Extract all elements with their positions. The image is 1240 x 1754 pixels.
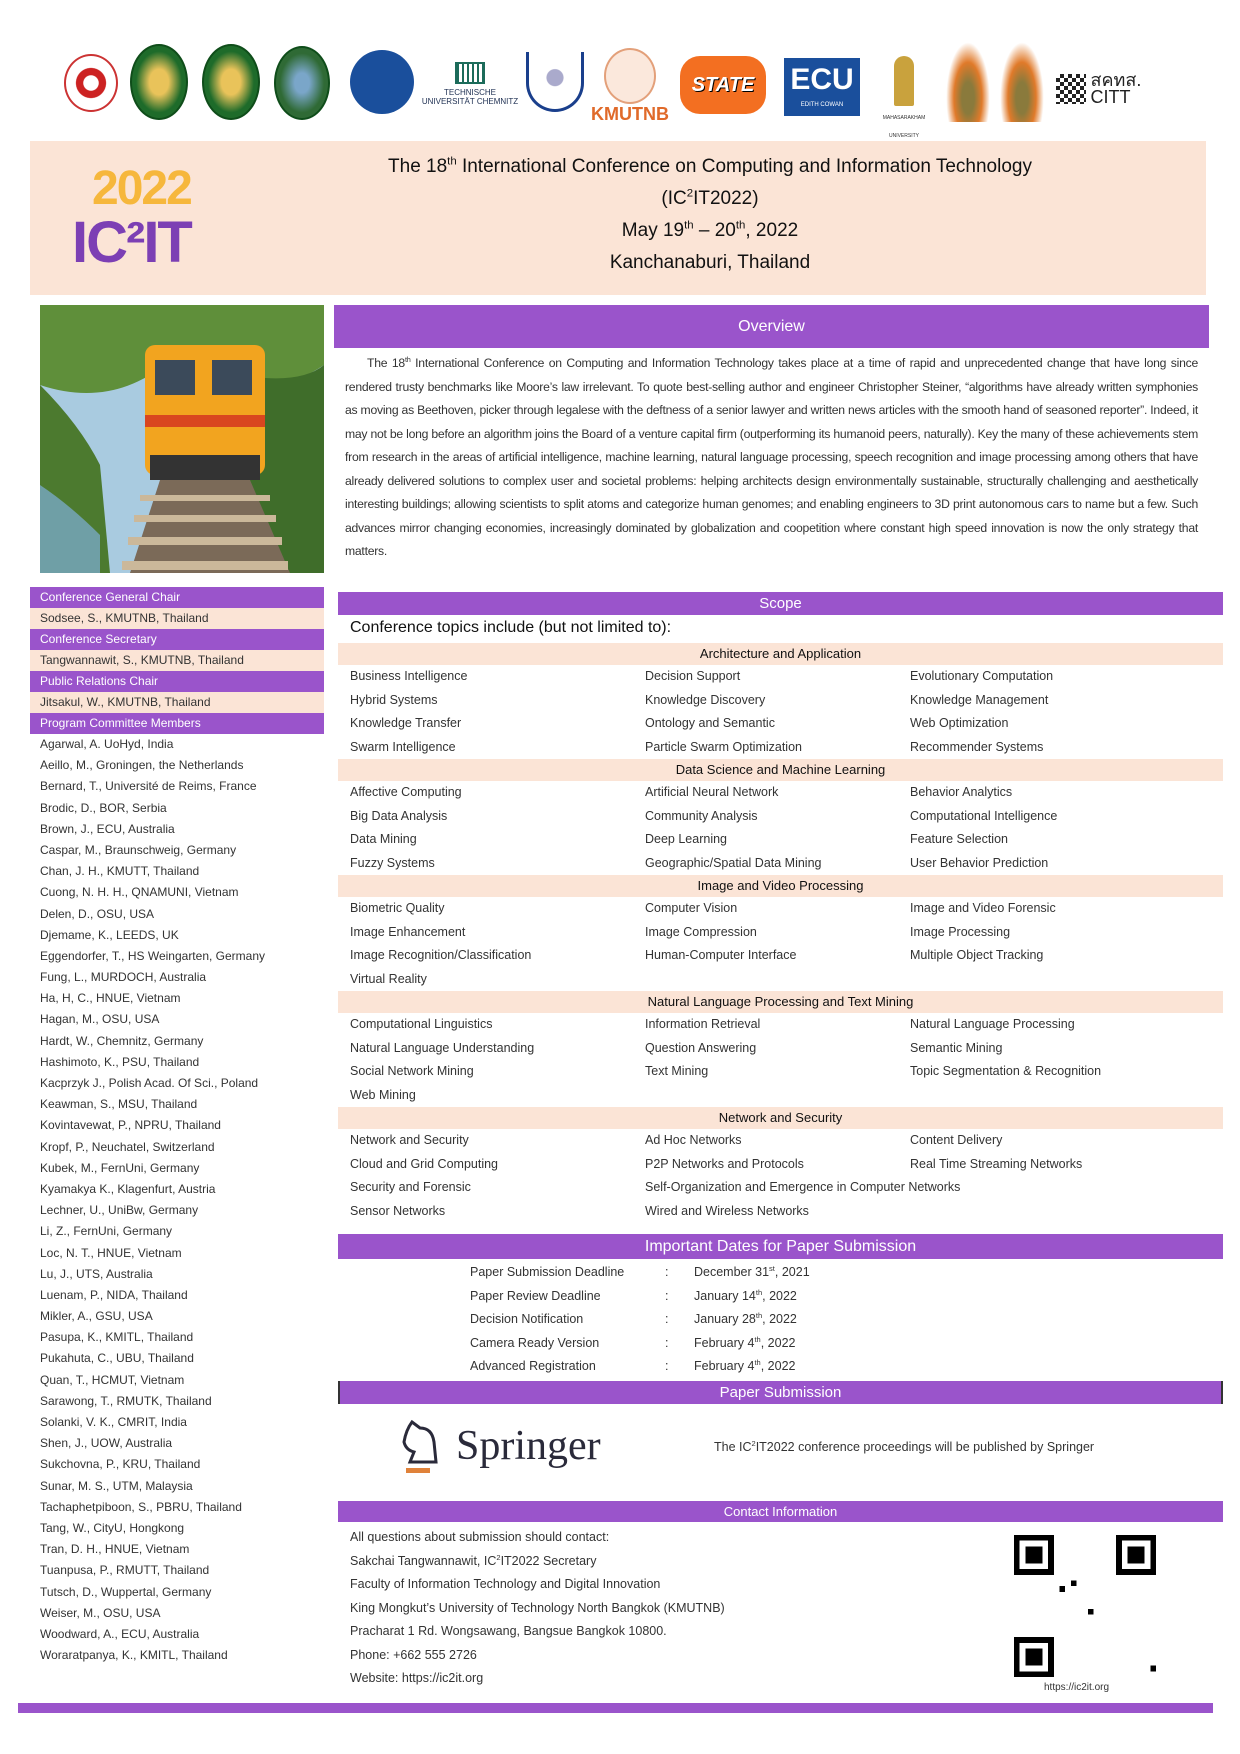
contact-address: Pracharat 1 Rd. Wongsawang, Bangsue Bangkok 10800. [350, 1624, 667, 1638]
logo-seal-green-2 [202, 44, 260, 120]
scope-heading: Scope [338, 592, 1223, 615]
committee-member: Hagan, M., OSU, USA [40, 1012, 160, 1027]
topic-item: Sensor Networks [350, 1203, 446, 1218]
conference-abbreviation: $(IC^2IT2022)$ [661, 187, 759, 209]
committee-member: Woodward, A., ECU, Australia [40, 1626, 200, 1641]
date-separator: : [665, 1288, 669, 1303]
topic-item: Swarm Intelligence [350, 739, 456, 754]
date-row [470, 1261, 870, 1285]
conference-dates: May 19th – 20th, 2022 [621, 219, 799, 241]
contact-heading: Contact Information [338, 1501, 1223, 1522]
date-row [470, 1285, 870, 1309]
conference-location: Kanchanaburi, Thailand [609, 252, 811, 273]
secretary-heading: Conference Secretary [30, 629, 324, 650]
qr-url[interactable]: https://ic2it.org [1044, 1682, 1110, 1693]
topic-item: Image Compression [645, 924, 757, 939]
topic-item: Social Network Mining [350, 1064, 474, 1078]
logo-osu: STATE [680, 56, 766, 114]
topic-grid [338, 897, 1223, 991]
committee-member: Shen, J., UOW, Australia [40, 1436, 173, 1451]
committee-member: Brodic, D., BOR, Serbia [40, 800, 167, 815]
committee-member: Loc, N. T., HNUE, Vietnam [40, 1245, 182, 1260]
topic-item: Text Mining [645, 1064, 709, 1078]
committee-member: Kyamakya K., Klagenfurt, Austria [40, 1181, 216, 1196]
committee-member: Tachaphetpiboon, S., PBRU, Thailand [40, 1499, 242, 1514]
train-photo [40, 305, 324, 573]
committee-member: Sunar, M. S., UTM, Malaysia [40, 1478, 193, 1493]
committee-member: Solanki, V. K., CMRIT, India [40, 1415, 187, 1429]
date-row [470, 1308, 870, 1332]
topic-category-heading: Data Science and Machine Learning [338, 759, 1223, 781]
committee-member: Brown, J., ECU, Australia [40, 821, 175, 836]
topic-grid [338, 1129, 1223, 1223]
topic-item [910, 1200, 1235, 1224]
topic-grid [338, 781, 1223, 875]
topic-item [645, 968, 910, 992]
conference-title: The 18th International Conference on Computing and Information Technology [388, 155, 1032, 177]
topic-item: Information Retrieval [645, 1017, 761, 1031]
contact-faculty: Faculty of Information Technology and Digital Innovation [350, 1577, 661, 1591]
topic-item: Virtual Reality [350, 971, 427, 986]
topic-item: Business Intelligence [350, 669, 468, 683]
topic-item [910, 1084, 1235, 1108]
date-separator: : [665, 1265, 669, 1279]
topic-item: Multiple Object Tracking [910, 948, 1044, 962]
topic-item [645, 1084, 910, 1108]
committee-member: Djemame, K., LEEDS, UK [40, 927, 179, 942]
committee-member: Kubek, M., FernUni, Germany [40, 1160, 200, 1175]
date-value: January 28th, 2022 [694, 1310, 797, 1326]
date-row [470, 1332, 870, 1356]
contact-person: Sakchai Tangwannawit, $IC^2IT2022$ Secretary [350, 1552, 597, 1568]
paper-submission-heading: Paper Submission [338, 1381, 1223, 1404]
date-value: January 14th, 2022 [694, 1287, 797, 1303]
topic-item: Image Recognition/Classification [350, 948, 532, 962]
logo-msu: MAHASARAKHAM UNIVERSITY [874, 56, 934, 142]
topic-item: Image Processing [910, 924, 1011, 939]
topic-item: Natural Language Understanding [350, 1040, 535, 1055]
date-value: December 31st, 2021 [694, 1263, 810, 1279]
general-chair: Sodsee, S., KMUTNB, Thailand [30, 608, 324, 629]
logo-ecu: ECU EDITH COWAN [784, 58, 860, 116]
topic-item: Particle Swarm Optimization [645, 739, 802, 754]
logo-fernuni [526, 52, 584, 112]
ic2it-2022-logo: 2022 IC²IT [72, 162, 191, 275]
topic-item [910, 968, 1235, 992]
committee-member: Eggendorfer, T., HS Weingarten, Germany [40, 948, 266, 963]
topic-item: Image Enhancement [350, 924, 466, 939]
topic-item: Ad Hoc Networks [645, 1133, 742, 1147]
date-label: Camera Ready Version [470, 1335, 600, 1350]
scope-intro: Conference topics include (but not limited to): [350, 619, 672, 636]
date-value: February 4th, 2022 [694, 1334, 796, 1350]
committee-member: Quan, T., HCMUT, Vietnam [40, 1372, 185, 1387]
committee-member: Ha, H, C., HNUE, Vietnam [40, 991, 181, 1006]
date-value: February 4th, 2022 [694, 1357, 796, 1373]
topic-item: Data Mining [350, 832, 417, 846]
committee-member: Agarwal, A. UoHyd, India [40, 737, 174, 751]
important-dates-heading: Important Dates for Paper Submission [338, 1234, 1223, 1259]
topic-item: Knowledge Management [910, 692, 1049, 707]
topic-grid [338, 1013, 1223, 1107]
logo-seal-green-3 [274, 46, 330, 120]
topic-category-heading: Architecture and Application [338, 643, 1223, 665]
committee-member: Tran, D. H., HNUE, Vietnam [40, 1542, 190, 1557]
logo-rmut-1 [946, 42, 990, 122]
springer-horse-icon [398, 1418, 448, 1478]
logo-tu-chemnitz: TECHNISCHE UNIVERSITÄT CHEMNITZ [420, 62, 520, 106]
topic-item: Knowledge Discovery [645, 692, 766, 707]
logo-seal-green-1 [130, 44, 188, 120]
date-label: Paper Submission Deadline [470, 1265, 625, 1279]
committee-member: Luenam, P., NIDA, Thailand [40, 1287, 188, 1302]
topic-category-heading: Image and Video Processing [338, 875, 1223, 897]
topic-item: Topic Segmentation & Recognition [910, 1064, 1102, 1078]
committee-member: Kropf, P., Neuchatel, Switzerland [40, 1139, 215, 1154]
committee-member: Sukchovna, P., KRU, Thailand [40, 1457, 201, 1472]
contact-website[interactable]: Website: https://ic2it.org [350, 1671, 484, 1685]
committee-member: Tuanpusa, P., RMUTT, Thailand [40, 1563, 210, 1578]
topic-item: Biometric Quality [350, 901, 445, 915]
committee-member: Keawman, S., MSU, Thailand [40, 1097, 198, 1112]
overview-heading: Overview [334, 305, 1209, 348]
conference-header [30, 141, 1206, 295]
committee-member: Tang, W., CityU, Hongkong [40, 1520, 185, 1535]
committee-member: Kovintavewat, P., NPRU, Thailand [40, 1118, 221, 1133]
topic-item: Self-Organization and Emergence in Computer Networks [645, 1180, 961, 1194]
topic-item: Real Time Streaming Networks [910, 1156, 1083, 1171]
topic-item: Cloud and Grid Computing [350, 1156, 498, 1171]
contact-phone: Phone: +662 555 2726 [350, 1647, 477, 1662]
committee-member: Woraratpanya, K., KMITL, Thailand [40, 1648, 228, 1663]
topic-item: Question Answering [645, 1040, 757, 1055]
committee-member: Hashimoto, K., PSU, Thailand [40, 1054, 200, 1069]
topic-item: Natural Language Processing [910, 1017, 1075, 1031]
springer-logo: Springer [398, 1418, 618, 1480]
topic-category-heading: Network and Security [338, 1107, 1223, 1129]
committee-member: Bernard, T., Université de Reims, France [40, 779, 257, 794]
topic-category-heading: Natural Language Processing and Text Mining [338, 991, 1223, 1013]
committee-member: Delen, D., OSU, USA [40, 906, 155, 921]
committee-member: Kacprzyk J., Polish Acad. Of Sci., Poland [40, 1076, 259, 1090]
committee-member: Sarawong, T., RMUTK, Thailand [40, 1393, 212, 1408]
logo-citt: สคทส. CITT [1056, 72, 1176, 106]
topic-item: Human-Computer Interface [645, 948, 797, 962]
committee-member: Chan, J. H., KMUTT, Thailand [40, 864, 200, 879]
topic-item: Security and Forensic [350, 1180, 471, 1194]
topic-item: Geographic/Spatial Data Mining [645, 855, 822, 870]
topic-item: Computational Linguistics [350, 1017, 493, 1031]
proceedings-note: The $IC^2IT2022$ conference proceedings will be published by Springer [714, 1438, 1095, 1454]
qr-code[interactable] [1014, 1535, 1156, 1677]
topic-item: Computer Vision [645, 901, 738, 915]
contact-university: King Mongkut’s University of Technology North Bangkok (KMUTNB) [350, 1600, 725, 1615]
topic-item: Hybrid Systems [350, 692, 438, 707]
general-chair-heading: Conference General Chair [30, 587, 324, 608]
topic-item: Computational Intelligence [910, 808, 1058, 823]
topic-item: Behavior Analytics [910, 785, 1013, 799]
committee-member: Aeillo, M., Groningen, the Netherlands [40, 758, 244, 773]
date-label: Paper Review Deadline [470, 1288, 601, 1303]
topic-item: Community Analysis [645, 808, 758, 823]
topic-item: Feature Selection [910, 832, 1008, 846]
date-separator: : [665, 1359, 669, 1373]
topic-item: Web Mining [350, 1087, 416, 1102]
date-label: Advanced Registration [470, 1359, 596, 1373]
committee-member-list [30, 734, 324, 1666]
committee-member: Pukahuta, C., UBU, Thailand [40, 1351, 194, 1366]
topic-item: Web Optimization [910, 716, 1009, 730]
committee-member: Tutsch, D., Wuppertal, Germany [40, 1584, 212, 1599]
partner-logos [60, 42, 1180, 139]
important-dates-list [470, 1261, 870, 1379]
topic-item: Network and Security [350, 1133, 469, 1147]
topic-item: Image and Video Forensic [910, 901, 1056, 915]
logo-hnue [350, 50, 414, 114]
topic-item: Fuzzy Systems [350, 855, 435, 870]
logo-seal-red [64, 54, 118, 112]
topic-item: Recommender Systems [910, 739, 1044, 754]
topic-item: P2P Networks and Protocols [645, 1156, 804, 1171]
overview-text: The 18th International Conference on Computing and Information Technology takes place at a time of rapid and unprecedented change that have long since rendered trusty benchmarks like Moore’s law irrelevant. To quote best-selling author and engineer Christopher Steiner, “algorithms have already written symphonies as moving as Beethoven, picker through legalese with the deftness of a senior lawyer and written news articles with the smooth hand of seasoned reporter”. Indeed, it may not be long before an algorithm joins the Board of a venture capital firm (outperforming its humanoid peers, naturally). Key the many of these achievements stem from research in the areas of artificial intelligence, machine learning, natural language processing, speech recognition and image processing among others that have already delivered solutions to complex user and societal problems: helping architects design environmentally sustainable, structurally challenging and aesthetically interesting buildings; allowing scientists to split atoms and categorize human genomes; and enabling engineers to 3D print autonomous cars to name but a few. Such advances mirror changing economies, increasingly dominated by globalization and coopetition where constant high speed innovation is now the only strategy that matters. [345, 354, 1198, 558]
topic-grid [338, 665, 1223, 759]
topic-item: Semantic Mining [910, 1040, 1003, 1055]
committee-member: Lechner, U., UniBw, Germany [40, 1203, 199, 1218]
footer-bar [18, 1703, 1213, 1713]
topic-item: Evolutionary Computation [910, 669, 1054, 683]
secretary: Tangwannawit, S., KMUTNB, Thailand [30, 650, 324, 671]
topic-item: User Behavior Prediction [910, 855, 1049, 870]
topic-item: Affective Computing [350, 785, 462, 799]
topic-item: Deep Learning [645, 832, 728, 846]
committee-column [30, 587, 324, 1666]
committee-member: Lu, J., UTS, Australia [40, 1266, 153, 1281]
contact-info [350, 1526, 725, 1691]
date-label: Decision Notification [470, 1312, 584, 1326]
topic-categories [338, 643, 1223, 1223]
committee-member: Caspar, M., Braunschweig, Germany [40, 842, 237, 857]
date-separator: : [665, 1312, 669, 1326]
committee-member: Mikler, A., GSU, USA [40, 1309, 153, 1324]
date-separator: : [665, 1335, 669, 1350]
committee-member: Li, Z., FernUni, Germany [40, 1224, 173, 1239]
topic-item: Content Delivery [910, 1133, 1003, 1147]
topic-item: Decision Support [645, 669, 741, 683]
topic-item: Ontology and Semantic [645, 716, 775, 730]
committee-member: Hardt, W., Chemnitz, Germany [40, 1033, 204, 1048]
contact-intro: All questions about submission should contact: [350, 1530, 610, 1544]
program-committee-heading: Program Committee Members [30, 713, 324, 734]
logo-kmutnb: KMUTNB [590, 48, 670, 125]
topic-item: Knowledge Transfer [350, 716, 462, 730]
committee-member: Pasupa, K., KMITL, Thailand [40, 1330, 194, 1345]
pr-chair: Jitsakul, W., KMUTNB, Thailand [30, 692, 324, 713]
topic-item: Big Data Analysis [350, 808, 448, 823]
logo-rmut-2 [1000, 42, 1044, 122]
committee-member: Weiser, M., OSU, USA [40, 1605, 161, 1620]
committee-member: Fung, L., MURDOCH, Australia [40, 970, 207, 985]
topic-item: Artificial Neural Network [645, 785, 779, 799]
committee-member: Cuong, N. H. H., QNAMUNI, Vietnam [40, 885, 239, 900]
pr-chair-heading: Public Relations Chair [30, 671, 324, 692]
date-row [470, 1355, 870, 1379]
topic-item: Wired and Wireless Networks [645, 1203, 809, 1218]
